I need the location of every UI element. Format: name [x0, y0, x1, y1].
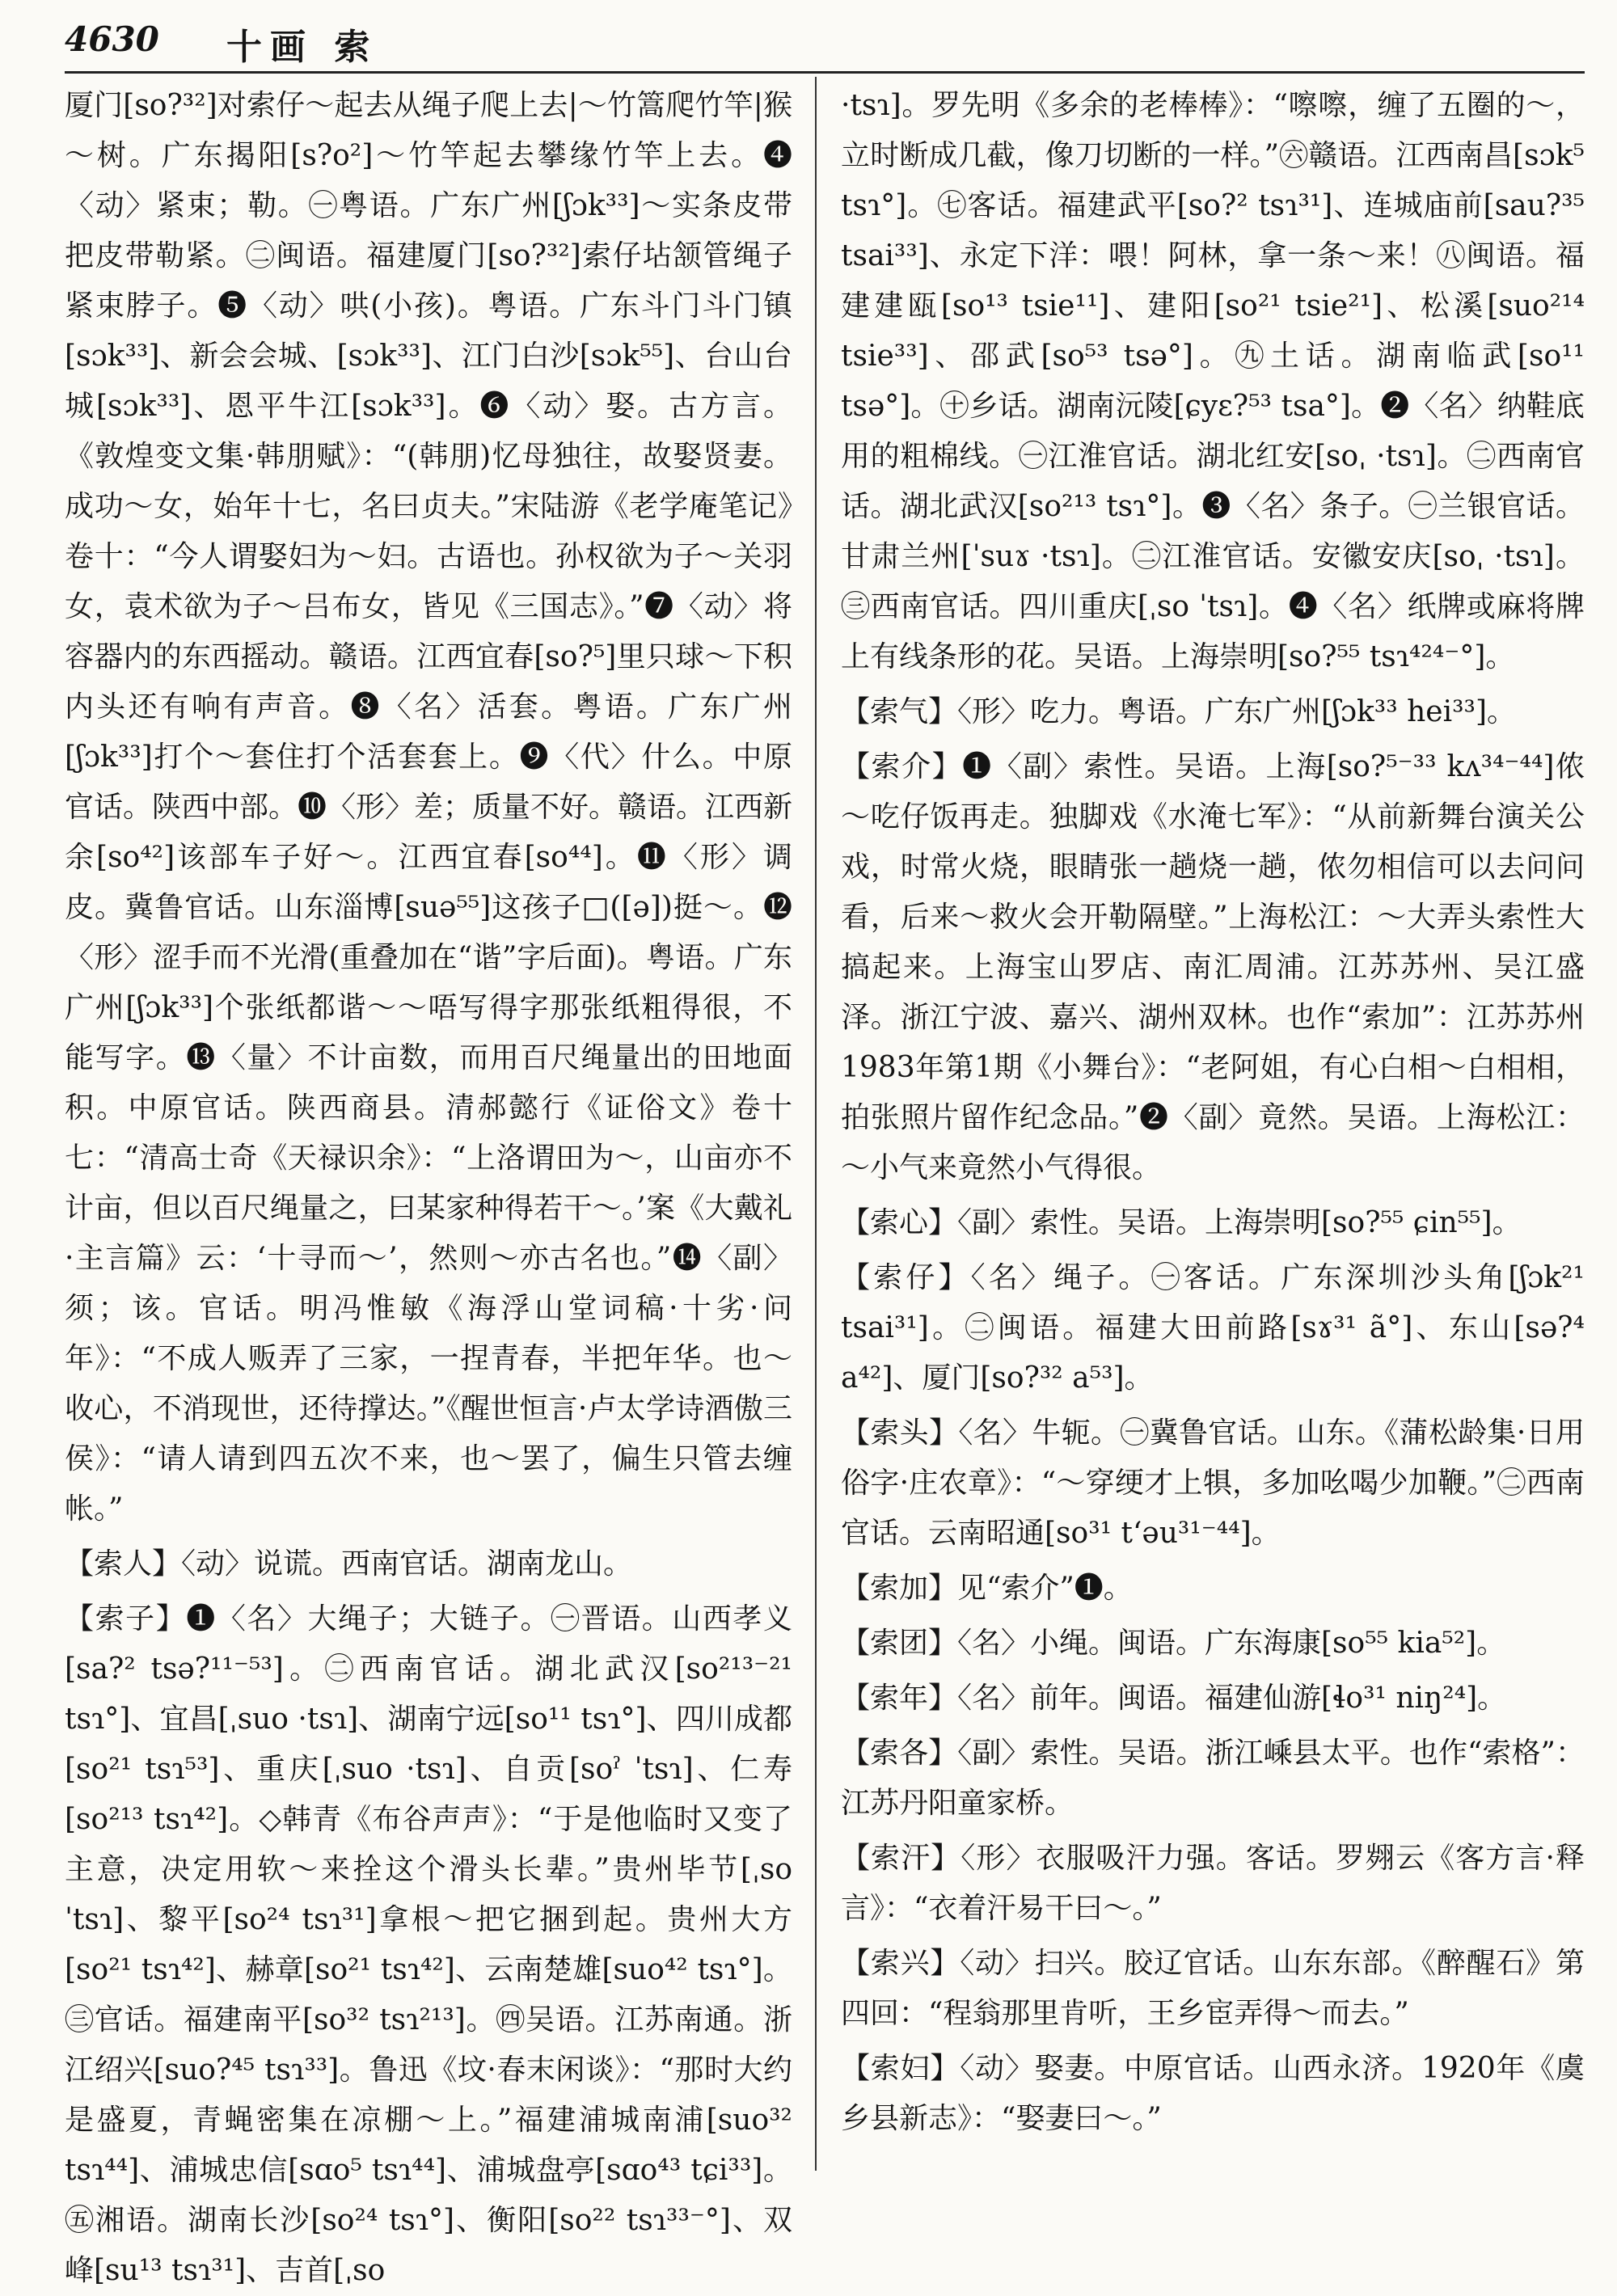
left-column	[65, 81, 793, 2287]
page-number: 4630	[65, 19, 159, 59]
entry-suoxing: 【索兴】〈动〉扫兴。胶辽官话。山东东部。《醉醒石》第四回：“程翁那里肯听，王乡宦弄得～而去。”	[841, 1947, 1585, 2030]
entry-suotou: 【索头】〈名〉牛轭。㊀冀鲁官话。山东。《蒲松龄集·日用俗字·庄农章》：“～穿绠才上犋，多加吆喝少加鞭。”㊁西南官话。云南昭通[so³¹ tʻəu³¹⁻⁴⁴]。	[841, 1416, 1585, 1550]
entry-suoxin: 【索心】〈副〉索性。吴语。上海崇明[so?⁵⁵ ɕin⁵⁵]。	[841, 1206, 1522, 1239]
entry-suoren: 【索人】〈动〉说谎。西南官话。湖南龙山。	[65, 1547, 633, 1581]
running-title: 十画 索	[226, 27, 378, 68]
entry-suofu: 【索妇】〈动〉娶妻。中原官话。山西永济。1920年《虞乡县新志》：“娶妻曰～。”	[841, 2052, 1585, 2135]
entry-suoqi: 【索气】〈形〉吃力。粤语。广东广州[ʃɔk³³ hei³³]。	[841, 695, 1517, 728]
entry-suonian: 【索年】〈名〉前年。闽语。福建仙游[ɬo³¹ niŋ²⁴]。	[841, 1682, 1507, 1715]
entry-suojia: 【索加】见“索介”❶。	[841, 1572, 1133, 1605]
right-column	[841, 81, 1585, 2167]
entry-suoge: 【索各】〈副〉索性。吴语。浙江嵊县太平。也作“索格”：江苏丹阳童家桥。	[841, 1737, 1585, 1820]
entry-suojie: 【索介】❶〈副〉索性。吴语。上海[so?⁵⁻³³ kʌ³⁴⁻⁴⁴]侬～吃仔饭再走。独脚戏《水淹七军》：“从前新舞台演关公戏，时常火烧，眼睛张一趟烧一趟，侬勿相信可以去问问看，后来～救火会开勒隔壁。”上海松江：～大弄头索性大搞起来。上海宝山罗店、南汇周浦。江苏苏州、吴江盛泽。浙江宁波、嘉兴、湖州双林。也作“索加”：江苏苏州1983年第1期《小舞台》：“老阿姐，有心白相～白相相，拍张照片留作纪念品。”❷〈副〉竟然。吴语。上海松江：～小气来竟然小气得很。	[841, 750, 1585, 1184]
column-divider	[815, 77, 817, 2171]
entry-suozi: 【索子】❶〈名〉大绳子；大链子。㊀晋语。山西孝义[sa?² tsə?¹¹⁻⁵³]。㊁西南官话。湖北武汉[so²¹³⁻²¹ tsɿ°]、宜昌[ˌsuo ·tsɿ]、湖南宁远[so¹¹ tsɿ°]、四川成都[so²¹ tsɿ⁵³]、重庆[ˌsuo ·tsɿ]、自贡[soˀ ˈtsɿ]、仁寿[so²¹³ tsɿ⁴²]。◇韩青《布谷声声》：“于是他临时又变了主意，决定用软～来拴这个滑头长辈。”贵州毕节[ˌso ˈtsɿ]、黎平[so²⁴ tsɿ³¹]拿根～把它捆到起。贵州大方[so²¹ tsɿ⁴²]、赫章[so²¹ tsɿ⁴²]、云南楚雄[suo⁴² tsɿ°]。㊂官话。福建南平[so³² tsɿ²¹³]。㊃吴语。江苏南通。浙江绍兴[suo?⁴⁵ tsɿ³³]。鲁迅《坟·春末闲谈》：“那时大约是盛夏，青蝇密集在凉棚～上。”福建浦城南浦[suo³² tsɿ⁴⁴]、浦城忠信[sɑo⁵ tsɿ⁴⁴]、浦城盘亭[sɑo⁴³ tɕi³³]。㊄湘语。湖南长沙[so²⁴ tsɿ°]、衡阳[so²² tsɿ³³⁻°]、双峰[su¹³ tsɿ³¹]、吉首[ˌso	[65, 1602, 792, 2287]
entry-suozai: 【索仔】〈名〉绳子。㊀客话。广东深圳沙头角[ʃɔk²¹ tsai³¹]。㊁闽语。福建大田前路[sɤ³¹ ã°]、东山[sə?⁴ a⁴²]、厦门[so?³² a⁵³]。	[841, 1261, 1585, 1395]
entry-suohan: 【索汗】〈形〉衣服吸汗力强。客话。罗翙云《客方言·释言》：“衣着汗易干曰～。”	[841, 1842, 1585, 1925]
entry-continuation: 厦门[so?³²]对索仔～起去从绳子爬上去|～竹篙爬竹竿|猴～树。广东揭阳[s?o²]～竹竿起去攀缘竹竿上去。❹〈动〉紧束；勒。㊀粤语。广东广州[ʃɔk³³]～实条皮带把皮带勒紧。㊁闽语。福建厦门[so?³²]索仔坫颔管绳子紧束脖子。❺〈动〉哄(小孩)。粤语。广东斗门斗门镇[sɔk³³]、新会会城、[sɔk³³]、江门白沙[sɔk⁵⁵]、台山台城[sɔk³³]、恩平牛江[sɔk³³]。❻〈动〉娶。古方言。《敦煌变文集·韩朋赋》：“(韩朋)忆母独往，故娶贤妻。成功～女，始年十七，名曰贞夫。”宋陆游《老学庵笔记》卷十：“今人谓娶妇为～妇。古语也。孙权欲为子～关羽女，袁术欲为子～吕布女，皆见《三国志》。”❼〈动〉将容器内的东西摇动。赣语。江西宜春[so?⁵]里只球～下积内头还有响有声音。❽〈名〉活套。粤语。广东广州[ʃɔk³³]打个～套住打个活套套上。❾〈代〉什么。中原官话。陕西中部。❿〈形〉差；质量不好。赣语。江西新余[so⁴²]该部车子好～。江西宜春[so⁴⁴]。⓫〈形〉调皮。冀鲁官话。山东淄博[suə⁵⁵]这孩子□([ə])挺～。⓬〈形〉涩手而不光滑(重叠加在“谐”字后面)。粤语。广东广州[ʃɔk³³]个张纸都谐～～唔写得字那张纸粗得很，不能写字。⓭〈量〉不计亩数，而用百尺绳量出的田地面积。中原官话。陕西商县。清郝懿行《证俗文》卷十七：“清高士奇《天禄识余》：“上洛谓田为～，山亩亦不计亩，但以百尺绳量之，曰某家种得若干～。’案《大戴礼·主言篇》云：‘十寻而～’，然则～亦古名也。”⓮〈副〉须；该。官话。明冯惟敏《海浮山堂词稿·十劣·问年》：“不成人贩弄了三家，一捏青春，半把年华。也～收心，不消现世，还待撑达。”《醒世恒言·卢太学诗酒傲三侯》：“请人请到四五次不来，也～罢了，偏生只管去缠帐。”	[65, 89, 793, 1526]
entry-suozi-continued: ·tsɿ]。罗先明《多余的老棒棒》：“嚓嚓，缠了五圈的～，立时断成几截，像刀切断的一样。”㊅赣语。江西南昌[sɔk⁵ tsɿ°]。㊆客话。福建武平[so?² tsɿ³¹]、连城庙前[sau?³⁵ tsai³³]、永定下洋：喂！阿林，拿一条～来！㊇闽语。福建建瓯[so¹³ tsie¹¹]、建阳[so²¹ tsie²¹]、松溪[suo²¹⁴ tsie³³]、邵武[so⁵³ tsə°]。㊈土话。湖南临武[so¹¹ tsə°]。㊉乡话。湖南沅陵[ɕyɛ?⁵³ tsa°]。❷〈名〉纳鞋底用的粗棉线。㊀江淮官话。湖北红安[soˌ ·tsɿ]。㊁西南官话。湖北武汉[so²¹³ tsɿ°]。❸〈名〉条子。㊀兰银官话。甘肃兰州[ˈsuɤ ·tsɿ]。㊁江淮官话。安徽安庆[soˌ ·tsɿ]。㊂西南官话。四川重庆[ˌso ˈtsɿ]。❹〈名〉纸牌或麻将牌上有线条形的花。吴语。上海崇明[so?⁵⁵ tsɿ⁴²⁴⁻°]。	[841, 89, 1585, 673]
entry-suotuan: 【索团】〈名〉小绳。闽语。广东海康[so⁵⁵ kia⁵²]。	[841, 1627, 1506, 1660]
page-header	[65, 15, 1585, 74]
